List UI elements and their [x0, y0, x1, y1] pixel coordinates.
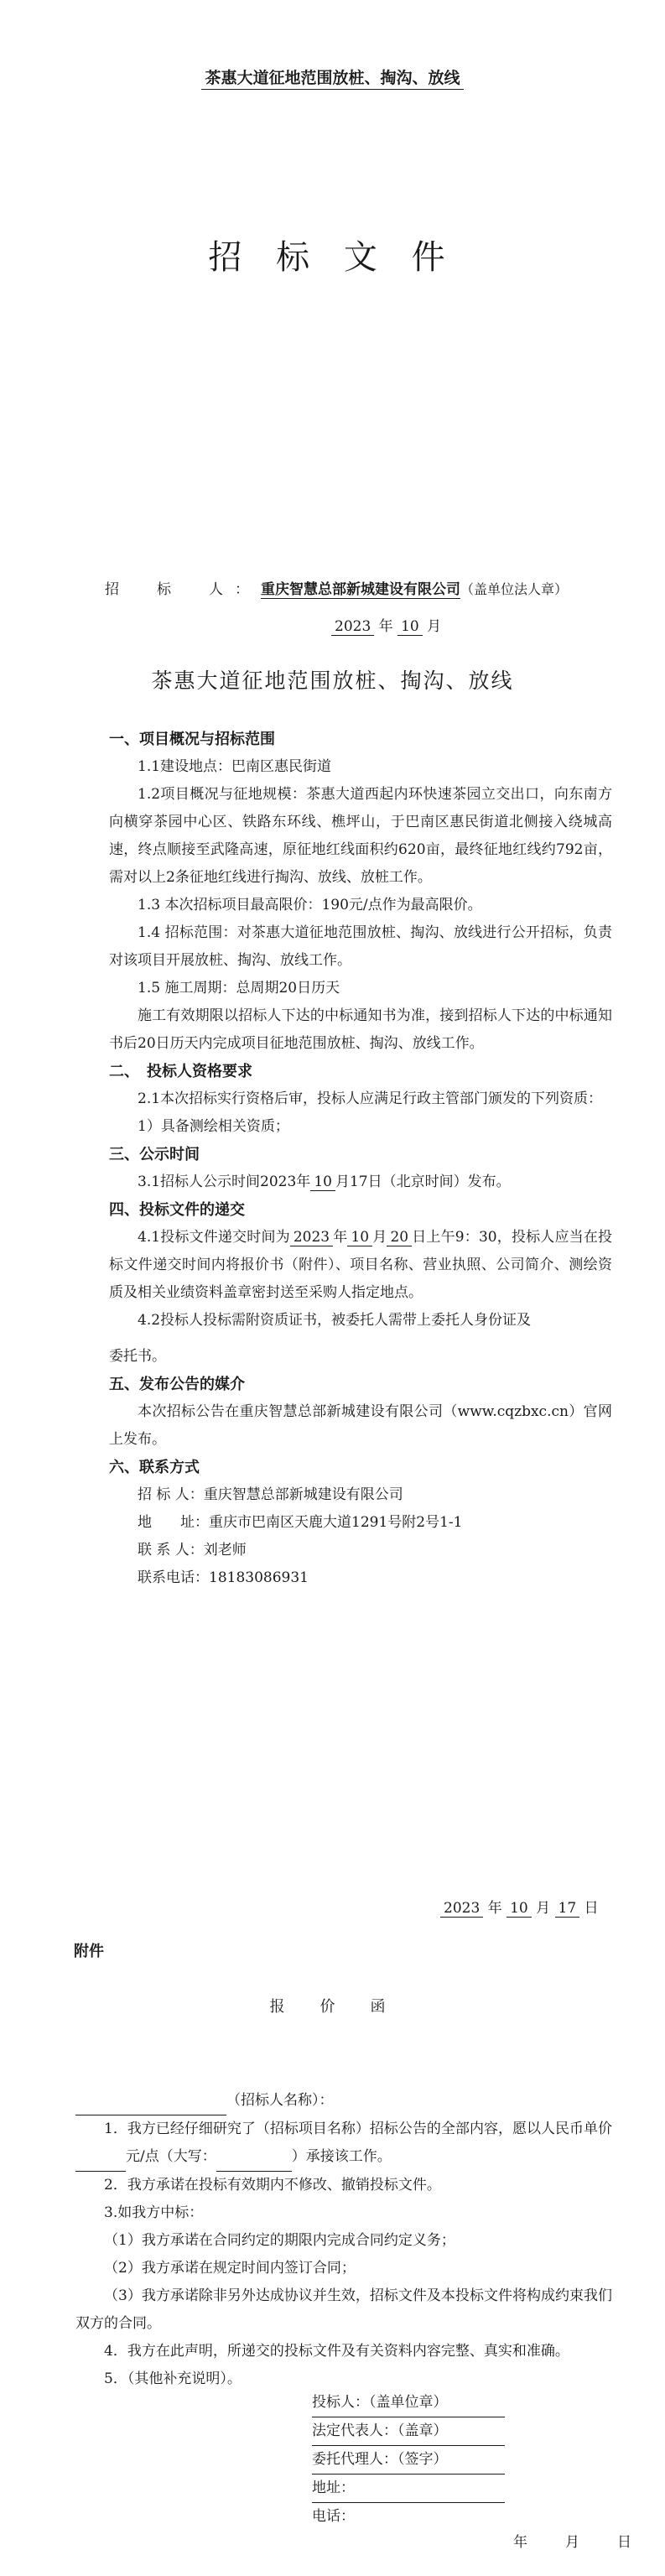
sign-date: 年 月 日 [513, 2534, 643, 2551]
para-1-1: 1.1建设地点：巴南区惠民街道 [138, 758, 332, 775]
sig-bidder: 投标人：（盖单位章） [312, 2389, 505, 2417]
contact-person: 联 系 人：刘老师 [138, 1542, 247, 1559]
quote-item-5: 5．（其他补充说明）。 [104, 2370, 242, 2387]
quote-item-1: 1．我方已经仔细研究了（招标项目名称）招标公告的全部内容，愿以人民币单价 元/点（大写： ）承接该工作。 [75, 2115, 612, 2172]
cover-month: 10 [397, 618, 423, 636]
tenderer-note: （盖单位法人章） [460, 581, 569, 597]
para-1-3: 1.3 本次招标项目最高限价：190元/点作为最高限价。 [138, 897, 482, 913]
sig-address: 地址： [312, 2475, 505, 2503]
para-1-5b: 施工有效期限以招标人下达的中标通知书为准，接到招标人下达的中标通知书后20日历天内完成项目征地范围放桩、掏沟、放线工作。 [109, 1007, 612, 1052]
contact-tenderer: 招 标 人：重庆智慧总部新城建设有限公司 [138, 1486, 403, 1503]
quote-letter-title: 报 价 函 [269, 1998, 396, 2016]
appendix-label: 附件 [74, 1943, 104, 1960]
quote-letter-body [75, 2087, 612, 2393]
contact-phone: 联系电话：18183086931 [138, 1569, 309, 1586]
quote-item-3: 3.如我方中标： [104, 2204, 204, 2221]
para-2-2: 1）具备测绘相关资质； [138, 1118, 289, 1135]
section-1-title: 一、项目概况与招标范围 [109, 731, 275, 748]
quote-item-3-1: （1）我方承诺在合同约定的期限内完成合同约定义务； [104, 2232, 455, 2249]
cover-month-unit: 月 [427, 618, 442, 635]
para-2-1: 2.1本次招标实行资格后审，投标人应满足行政主管部门颁发的下列资质： [138, 1090, 603, 1107]
para-5-1: 本次招标公告在重庆智慧总部新城建设有限公司（www.cqzbxc.cn）官网上发布。 [109, 1403, 612, 1448]
para-3-1: 3.1招标人公示时间2023年 10 月17日（北京时间）发布。 [138, 1174, 511, 1190]
section-5-title: 五、发布公告的媒介 [109, 1376, 245, 1393]
quote-item-3-2: （2）我方承诺在规定时间内签订合同； [104, 2260, 356, 2277]
sig-phone: 电话： [312, 2508, 355, 2525]
sig-legal: 法定代表人：（盖章） [312, 2417, 505, 2446]
tenderer-name: 重庆智慧总部新城建设有限公司 [261, 581, 460, 598]
document-body [109, 726, 612, 1592]
para-1-4: 1.4 招标范围：对茶惠大道征地范围放桩、掏沟、放线进行公开招标，负责对该项目开展放桩、掏沟、放线工作。 [109, 924, 612, 969]
cover-year-unit: 年 [378, 618, 393, 635]
cover-year: 2023 [331, 618, 374, 636]
quote-item-2: 2．我方承诺在投标有效期内不修改、撤销投标文件。 [104, 2177, 441, 2194]
quote-item-3-3: （3）我方承诺除非另外达成协议并生效，招标文件及本投标文件将构成约束我们双方的合同。 [75, 2287, 612, 2332]
cover-date [331, 614, 441, 635]
para-1-5: 1.5 施工周期：总周期20日历天 [138, 980, 340, 997]
signature-block [312, 2389, 505, 2531]
contact-address: 地 址：重庆市巴南区天鹿大道1291号附2号1-1 [138, 1514, 463, 1531]
sig-agent: 委托代理人：（签字） [312, 2446, 505, 2475]
para-1-2: 1.2项目概况与征地规模：茶惠大道西起内环快速茶园立交出口，向东南方向横穿茶园中心区、铁路东环线、樵坪山，于巴南区惠民街道北侧接入绕城高速，终点顺接至武隆高速，原征地红线面积约620亩，最终征地红线约792亩，需对以上2条征地红线进行掏沟、放线、放桩工作。 [109, 786, 612, 886]
header-title: 茶惠大道征地范围放桩、掏沟、放线 [0, 65, 665, 88]
end-date: 2023 年 10 月 17 日 [440, 1896, 599, 1917]
main-title: 招 标 文 件 [208, 238, 457, 277]
tenderer-label: 招 标 人： [105, 581, 261, 598]
section-6-title: 六、联系方式 [109, 1459, 200, 1476]
section-4-title: 四、投标文件的递交 [109, 1201, 245, 1219]
para-4-2: 4.2投标人投标需附资质证书，被委托人需带上委托人身份证及 [138, 1312, 532, 1329]
section-3-title: 三、公示时间 [109, 1146, 200, 1163]
addressee-line: （招标人名称）： [75, 2087, 612, 2115]
section-2-title: 二、 投标人资格要求 [109, 1063, 252, 1080]
tenderer-line [105, 577, 568, 598]
subtitle: 茶惠大道征地范围放桩、掏沟、放线 [151, 669, 514, 693]
para-4-2b: 委托书。 [109, 1348, 166, 1365]
quote-item-4: 4．我方在此声明，所递交的投标文件及有关资料内容完整、真实和准确。 [104, 2343, 569, 2360]
para-4-1: 4.1投标文件递交时间为 2023 年 10 月 20 日上午9：30，投标人应当在投标文件递交时间内将报价书（附件）、项目名称、营业执照、公司简介、测绘资质及相关业绩资料盖章密封送至采购人指定地点。 [109, 1229, 613, 1301]
